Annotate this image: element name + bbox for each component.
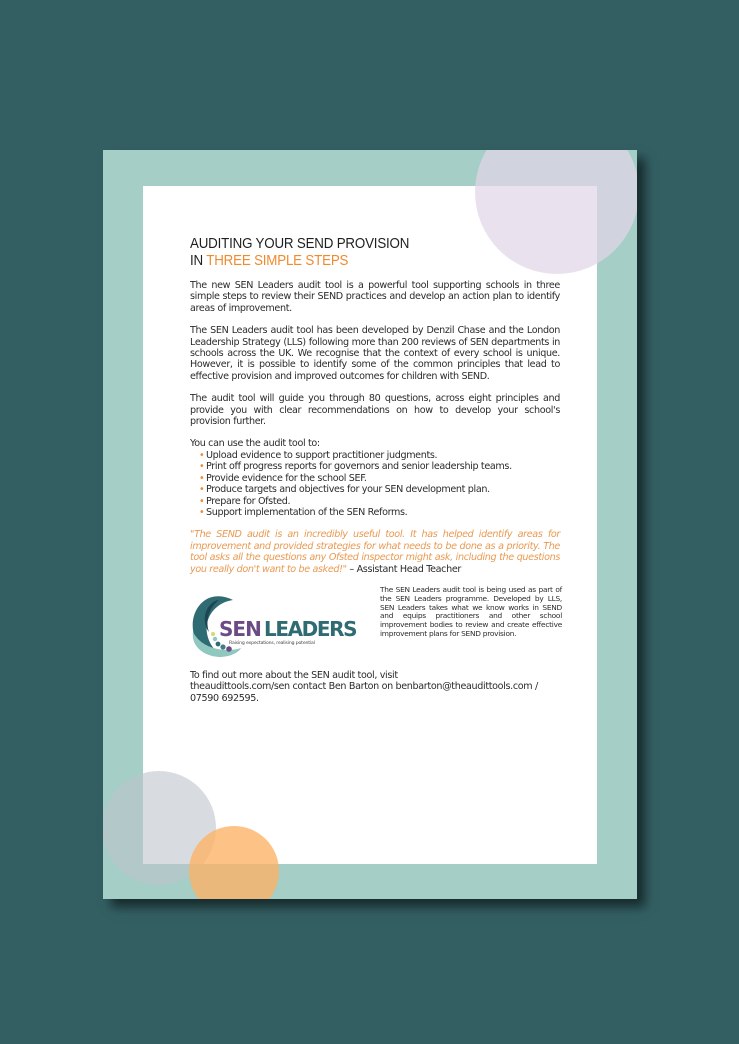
contact-line-2: theaudittools.com/sen contact Ben Barton on benbarton@theaudittools.com / [190, 681, 538, 693]
bullet-icon: • [199, 472, 205, 484]
quote-text: "The SEND audit is an incredibly useful tool. It has helped identify areas for improvement and provided strategies for what needs to be done as a priority. The tool asks all the questions any Ofsted inspector might ask, including the questions you really don't want to be asked!" [190, 529, 560, 575]
logo-word-sen: SEN [219, 616, 261, 641]
list-item: • Prepare for Ofsted. [199, 495, 291, 507]
page-title [190, 236, 530, 270]
bullet-icon: • [199, 461, 205, 473]
list-item: • Support implementation of the SEN Reforms. [199, 506, 408, 518]
programme-description: The SEN Leaders audit tool is being used as part of the SEN Leaders programme. Developed by LLS, SEN Leaders takes what we know works in SEND and equips practitioners and other school improvement bodies to review and create effective improvement plans for SEND provision. [380, 584, 562, 638]
list-item: • Upload evidence to support practitioner judgments. [199, 449, 438, 461]
list-item: • Print off progress reports for governors and senior leadership teams. [199, 461, 512, 473]
document-content [190, 236, 560, 704]
bullet-icon: • [199, 484, 205, 496]
logo-word-leaders: LEADERS [264, 616, 357, 641]
bullet-icon: • [199, 495, 205, 507]
quote-attribution: – Assistant Head Teacher [346, 563, 461, 575]
title-line-1: AUDITING YOUR SEND PROVISION [190, 236, 410, 252]
title-line-2-prefix: IN [190, 253, 207, 269]
guide-paragraph: The audit tool will guide you through 80 questions, across eight principles and provide you with clear recommendations on how to develop your school's provision further. [190, 393, 560, 428]
bullet-icon: • [199, 449, 205, 461]
list-item: • Produce targets and objectives for your SEN development plan. [199, 484, 490, 496]
logo-section [190, 586, 560, 670]
title-line-2-accent: THREE SIMPLE STEPS [206, 253, 349, 269]
contact-section [190, 670, 560, 704]
contact-line-1: To find out more about the SEN audit tool, visit [190, 669, 398, 681]
list-item: • Provide evidence for the school SEF. [199, 472, 367, 484]
testimonial-quote [190, 529, 560, 575]
background-paragraph: The SEN Leaders audit tool has been developed by Denzil Chase and the London Leadership Strategy (LLS) following more than 200 reviews of SEN departments in schools across the UK. We recognise that the context of every school is unique. However, it is possible to identify some of the common principles that lead to effective provision and improved outcomes for children with SEND. [190, 325, 560, 382]
document-frame [103, 150, 637, 899]
intro-paragraph: The new SEN Leaders audit tool is a powerful tool supporting schools in three simple steps to review their SEND practices and develop an action plan to identify areas of improvement. [190, 280, 560, 314]
bullet-icon: • [199, 506, 205, 518]
logo-tagline: Raising expectations, realising potential [229, 640, 315, 646]
uses-list [190, 450, 560, 518]
list-intro: You can use the audit tool to: [190, 438, 320, 450]
contact-line-3: 07590 692595. [190, 692, 259, 704]
sen-leaders-logo [189, 594, 359, 658]
